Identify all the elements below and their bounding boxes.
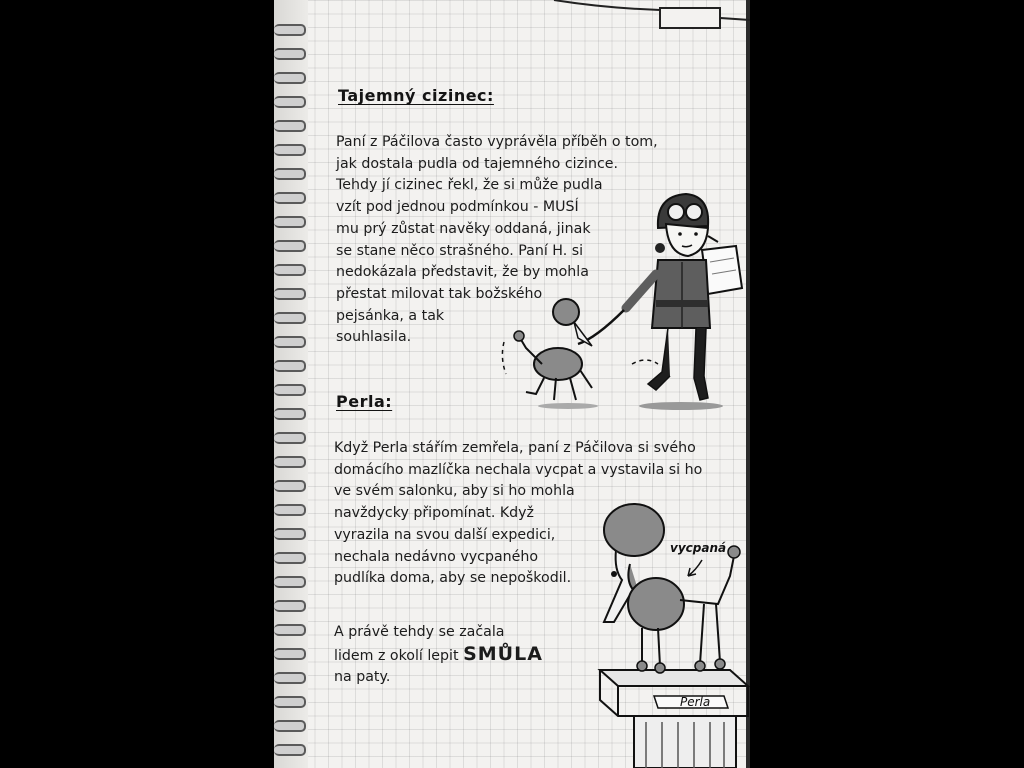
text-line: nedokázala představit, že by mohla: [336, 264, 589, 281]
stuffed-poodle-on-pedestal-icon: [584, 500, 750, 768]
paragraph-closing: [334, 622, 543, 689]
text-line: ve svém salonku, aby si ho mohla: [334, 483, 575, 500]
woman-explorer-with-poodle-icon: [496, 188, 750, 413]
text-line: přestat milovat tak božského: [336, 285, 543, 302]
text-line: A právě tehdy se začala: [334, 624, 505, 640]
text-line: pejsánka, a tak: [336, 307, 445, 324]
text-line: se stane něco strašného. Paní H. si: [336, 242, 584, 259]
text-line: souhlasila.: [336, 329, 412, 346]
text-line: Když Perla stářím zemřela, paní z Páčilova si svého: [334, 440, 696, 456]
text-line: Tehdy jí cizinec řekl, že si může pudla: [336, 177, 603, 194]
notebook-page: [274, 0, 750, 768]
text-line: [334, 644, 543, 668]
text-line: mu prý zůstat navěky oddaná, jinak: [336, 220, 591, 237]
text-line-start: lidem z okolí lepit: [334, 647, 459, 664]
text-line: na paty.: [334, 669, 391, 686]
text-line: vyrazila na svou další expedici,: [334, 526, 556, 543]
text-line: navždycky připomínat. Když: [334, 505, 534, 522]
emphasis-smula: SMŮLA: [463, 642, 543, 665]
text-line: jak dostala pudla od tajemného cizince.: [336, 155, 618, 172]
text-line: domácího mazlíčka nechala vycpat a vystavila si ho: [334, 461, 703, 478]
heading-perla: Perla:: [336, 392, 393, 411]
heading-tajemny-cizinec: Tajemný cizinec:: [338, 86, 494, 105]
vycpana-label: vycpaná: [670, 541, 727, 555]
paper-clip-tab-icon: [274, 0, 750, 40]
text-line: vzít pod jednou podmínkou - MUSÍ: [336, 199, 579, 216]
text-line: nechala nedávno vycpaného: [334, 548, 539, 565]
text-line: Paní z Páčilova často vyprávěla příběh o tom,: [336, 134, 658, 150]
text-line: pudlíka doma, aby se nepoškodil.: [334, 570, 572, 587]
pedestal-plate-text: Perla: [680, 695, 711, 709]
